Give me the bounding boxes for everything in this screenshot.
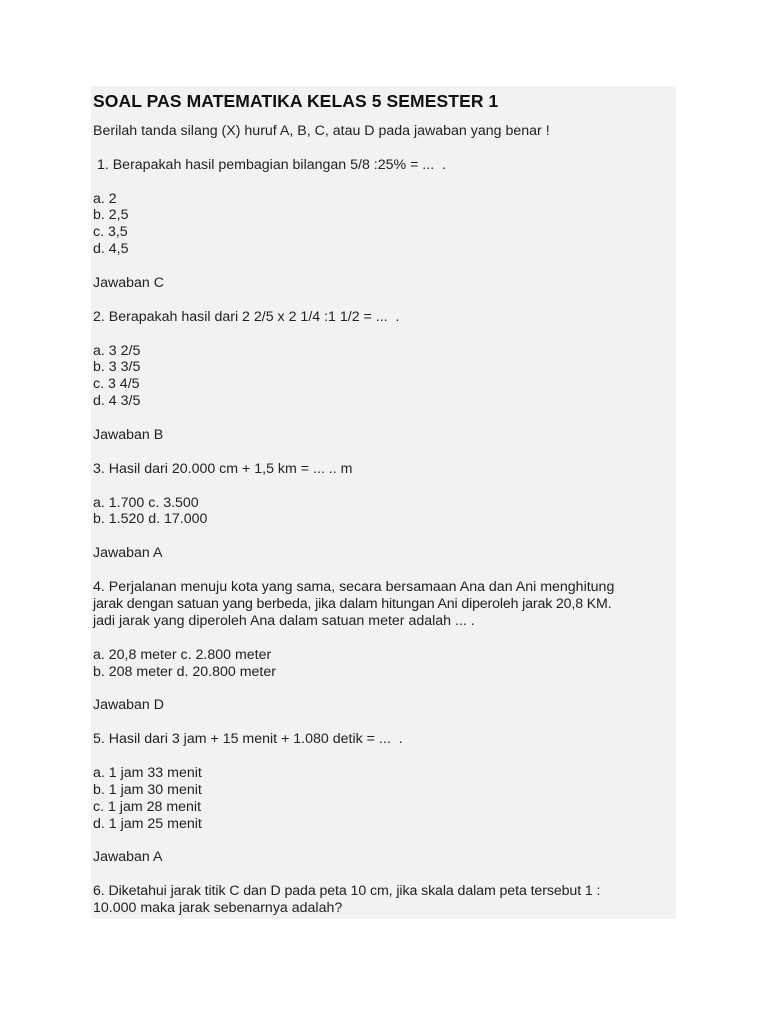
question-text: 10.000 maka jarak sebenarnya adalah? xyxy=(93,899,343,916)
question-text: 1. Berapakah hasil pembagian bilangan 5/8 :25% = ... . xyxy=(93,156,446,173)
answer-text: Jawaban C xyxy=(93,275,164,292)
document-body xyxy=(93,123,676,917)
question-text: jarak dengan satuan yang berbeda, jika dalam hitungan Ani diperoleh jarak 20,8 KM. xyxy=(93,595,612,612)
option-item: a. 3 2/5 xyxy=(93,342,141,359)
question-block xyxy=(93,731,676,883)
option-item: b. 2,5 xyxy=(93,207,129,224)
question-block xyxy=(93,461,676,579)
option-item: a. 2 xyxy=(93,190,117,207)
option-item: d. 4 3/5 xyxy=(93,393,141,410)
option-item: b. 1.520 d. 17.000 xyxy=(93,511,208,528)
answer-text: Jawaban A xyxy=(93,545,163,562)
option-item: d. 4,5 xyxy=(93,241,129,258)
question-block xyxy=(93,883,676,917)
answer-text: Jawaban A xyxy=(93,849,163,866)
question-block xyxy=(93,157,676,309)
option-item: c. 1 jam 28 menit xyxy=(93,798,202,815)
option-item: b. 3 3/5 xyxy=(93,359,141,376)
document-title: SOAL PAS MATEMATIKA KELAS 5 SEMESTER 1 xyxy=(93,91,499,111)
option-item: d. 1 jam 25 menit xyxy=(93,815,202,832)
question-block xyxy=(93,579,676,731)
document-sheet xyxy=(91,86,676,919)
question-text: 3. Hasil dari 20.000 cm + 1,5 km = ... .. m xyxy=(93,460,353,477)
option-item: a. 20,8 meter c. 2.800 meter xyxy=(93,646,272,663)
option-item: a. 1 jam 33 menit xyxy=(93,764,202,781)
question-text: 5. Hasil dari 3 jam + 15 menit + 1.080 detik = ... . xyxy=(93,731,403,748)
answer-text: Jawaban B xyxy=(93,427,164,444)
option-item: b. 208 meter d. 20.800 meter xyxy=(93,663,276,680)
question-text: 2. Berapakah hasil dari 2 2/5 x 2 1/4 :1 1/2 = ... . xyxy=(93,308,400,325)
question-text: 4. Perjalanan menuju kota yang sama, secara bersamaan Ana dan Ani menghitung xyxy=(93,579,615,596)
option-item: b. 1 jam 30 menit xyxy=(93,781,202,798)
option-item: c. 3,5 xyxy=(93,224,128,241)
question-text: jadi jarak yang diperoleh Ana dalam satuan meter adalah ... . xyxy=(93,612,475,629)
instruction-text: Berilah tanda silang (X) huruf A, B, C, atau D pada jawaban yang benar ! xyxy=(93,123,550,139)
option-item: a. 1.700 c. 3.500 xyxy=(93,494,199,511)
question-block xyxy=(93,309,676,461)
question-text: 6. Diketahui jarak titik C dan D pada peta 10 cm, jika skala dalam peta tersebut 1 : xyxy=(93,883,601,900)
answer-text: Jawaban D xyxy=(93,697,164,714)
option-item: c. 3 4/5 xyxy=(93,376,140,393)
